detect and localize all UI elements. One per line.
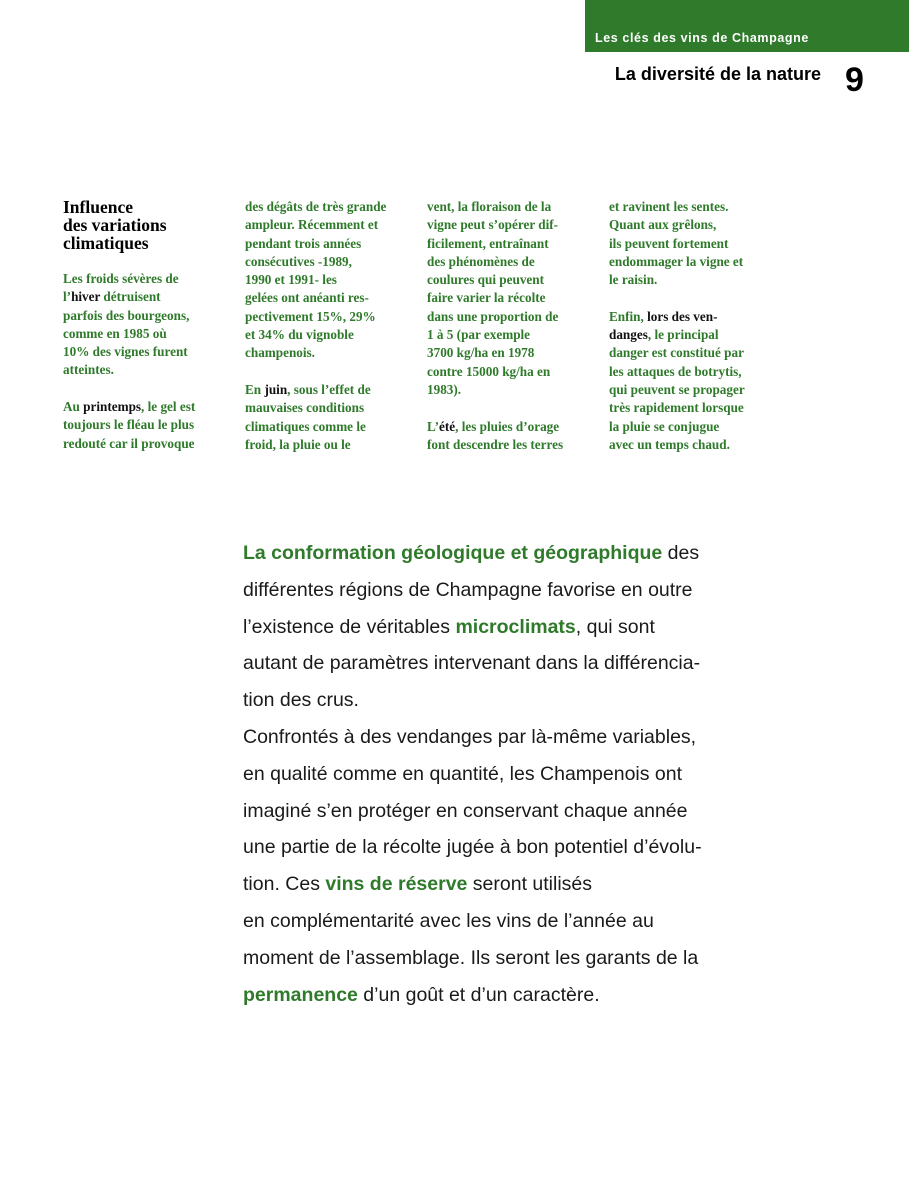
paragraph-june: En juin, sous l’effet de mauvaises conditions climatiques comme le froid, la pluie ou le <box>245 381 371 452</box>
highlight-microclimats: microclimats <box>455 615 576 638</box>
highlight-permanence: permanence <box>243 983 358 1006</box>
paragraph-hail: et ravinent les sentes. Quant aux grêlons, ils peuvent fortement endommager la vigne et le raisin. <box>609 199 744 288</box>
sidebar-column-2 <box>245 198 413 454</box>
highlight-conformation: La conformation géologique et géographique <box>243 542 663 564</box>
paragraph-winter: Les froids sévères de l’hiver détruisent parfois des bourgeons, comme en 1985 où 10% des vignes furent atteintes. <box>63 271 190 378</box>
keyword-vendanges: danges <box>609 327 648 343</box>
paragraph-frost-damage: des dégâts de très grande ampleur. Récemment et pendant trois années consécutives -1989, 1990 et 1991- les gelées ont anéanti res- pectivement 15%, 29% et 34% du vignoble champenois. <box>245 199 387 361</box>
paragraph-spring: Au printemps, le gel est toujours le fléau le plus redouté car il provoque <box>63 399 196 451</box>
sidebar-heading-line: Influence <box>63 197 133 217</box>
paragraph-microclimates: La conformation géologique et géographique des différentes régions de Champagne favorise en outre l’existence de véritables microclimats, qui sont autant de paramètres intervenant dans la différencia- tion des crus. <box>243 542 701 712</box>
sidebar-column-3 <box>427 198 595 454</box>
page-number: 9 <box>845 61 864 99</box>
paragraph-flowering: vent, la floraison de la vigne peut s’opérer dif- ficilement, entraînant des phénomènes de coulures qui peuvent faire varier la récolte dans une proportion de 1 à 5 (par exemple 3700 kg/ha en 1978 contre 15000 kg/ha en 1983). <box>427 199 559 397</box>
keyword-printemps: printemps <box>83 399 142 415</box>
sidebar-column-4 <box>609 198 777 454</box>
highlight-vins-de-reserve: vins de réserve <box>325 873 468 896</box>
sidebar-column-1 <box>63 198 231 453</box>
keyword-vendanges: lors des ven- <box>647 308 718 324</box>
sidebar-heading-line: des variations <box>63 215 167 235</box>
section-title: La diversité de la nature <box>614 64 821 84</box>
header-banner <box>585 0 909 52</box>
paragraph-harvest: Enfin, lors des ven- danges, le principal danger est constitué par les attaques de botrytis, qui peuvent se propager très rapidement lorsque la pluie se conjugue avec un temps chaud. <box>609 308 745 452</box>
paragraph-reserve-wines: Confrontés à des vendanges par là-même variables, en qualité comme en quantité, les Champenois ont imaginé s’en protéger en conservant chaque année une partie de la récolte jugée à bon potentiel d’évolu- tion. Ces vins de réserve seront utilisés en complémentarité avec les vins de l’année au moment de l’assemblage. Ils seront les garants de la permanence d’un goût et d’un caractère. <box>243 725 702 1006</box>
sidebar-heading-line: climatiques <box>63 233 149 253</box>
main-text <box>243 535 803 1013</box>
keyword-juin: juin <box>264 381 288 397</box>
sidebar-heading <box>63 198 231 252</box>
series-title: Les clés des vins de Champagne <box>595 31 809 45</box>
keyword-ete: été <box>438 418 456 434</box>
paragraph-summer: L’été, les pluies d’orage font descendre les terres <box>427 418 564 452</box>
keyword-hiver: hiver <box>71 289 101 305</box>
